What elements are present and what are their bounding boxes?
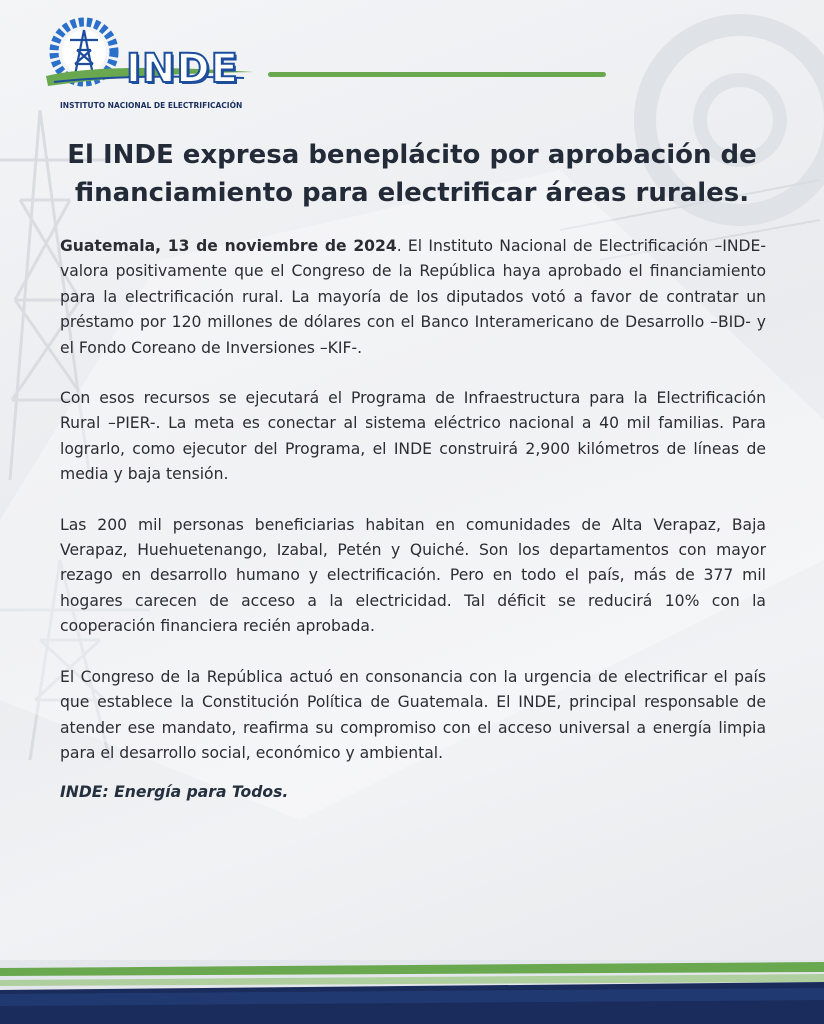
press-release-body [60,234,766,831]
paragraph: El Congreso de la República actuó en consonancia con la urgencia de electrificar el país que establece la Constitución Política de Guatemala. El INDE, principal responsable de atender ese mandato, reafirma su compromiso con el acceso universal a energía limpia para el desarrollo social, económico y ambiental. [60,667,766,762]
header-divider [268,72,606,77]
paragraph-text: . El Instituto Nacional de Electrificación –INDE- valora positivamente que el Congreso de la República haya aprobado el financiamiento para la electrificación rural. La mayoría de los diputados votó a favor de contratar un préstamo por 120 millones de dólares con el Banco Interamericano de Desarrollo –BID- y el Fondo Coreano de Inversiones –KIF-. [60,237,766,357]
paragraph [60,234,766,361]
press-release-title: El INDE expresa beneplácito por aprobación de financiamiento para electrificar áreas rurales. [67,140,757,208]
footer-stripes [0,960,824,1024]
logo-wordmark: INDE [126,46,239,92]
paragraph: Con esos recursos se ejecutará el Programa de Infraestructura para la Electrificación Rural –PIER-. La meta es conectar al sistema eléctrico nacional a 40 mil familias. Para lograrlo, como ejecutor del Programa, el INDE construirá 2,900 kilómetros de líneas de media y baja tensión. [60,389,766,484]
logo-subtitle: INSTITUTO NACIONAL DE ELECTRIFICACIÓN [60,101,243,110]
slogan: INDE: Energía para Todos. [60,783,289,802]
inde-logo [44,16,264,116]
paragraph: Las 200 mil personas beneficiarias habitan en comunidades de Alta Verapaz, Baja Verapaz, Huehuetenango, Izabal, Petén y Quiché. Son los departamentos con mayor rezago en desarrollo humano y electrificación. Pero en todo el país, más de 377 mil hogares carecen de acceso a la electricidad. Tal déficit se reducirá 10% con la cooperación financiera recién aprobada. [60,515,766,636]
dateline: Guatemala, 13 de noviembre de 2024 [60,237,397,255]
